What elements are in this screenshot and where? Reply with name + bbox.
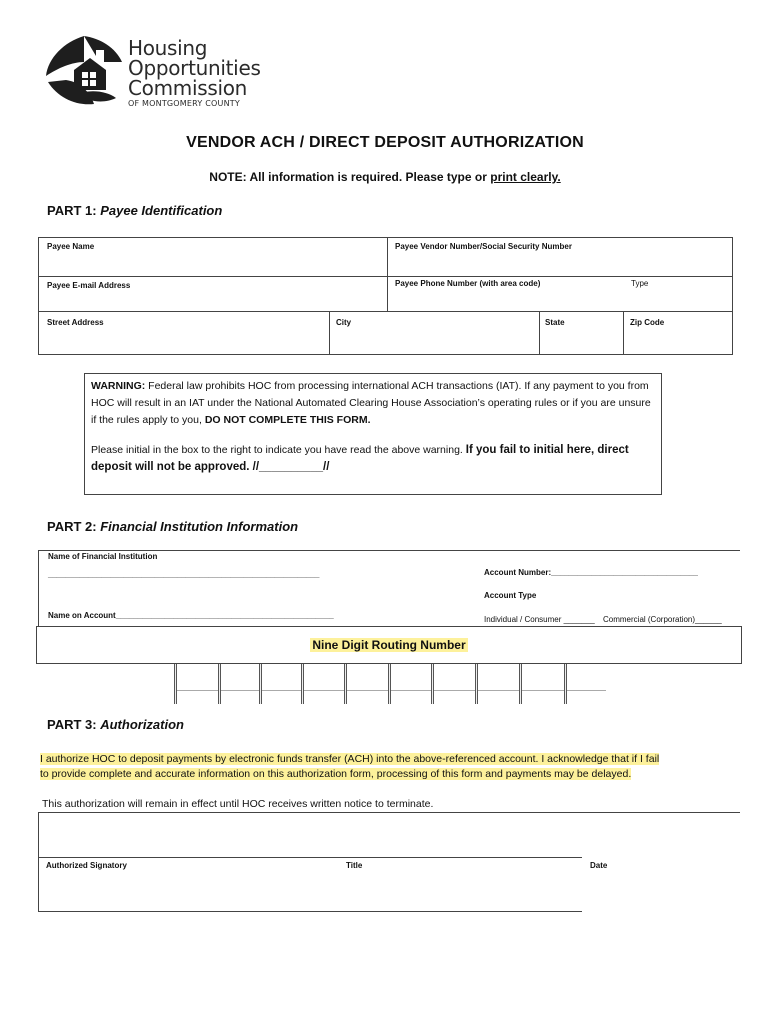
warning-text bbox=[91, 378, 655, 429]
form-note bbox=[0, 170, 770, 184]
routing-number-label: Nine Digit Routing Number bbox=[312, 638, 466, 652]
financial-institution-field[interactable]: _____________________________________________________________ bbox=[48, 570, 320, 579]
part2-label: PART 2: bbox=[47, 519, 101, 534]
account-number-field[interactable]: Account Number:_________________________________ bbox=[484, 568, 698, 577]
account-type-label: Account Type bbox=[484, 591, 537, 600]
part3-title: Authorization bbox=[100, 717, 184, 732]
authorized-signatory-field[interactable]: Authorized Signatory bbox=[46, 861, 127, 870]
part1-label: PART 1: bbox=[47, 203, 101, 218]
note-text: NOTE: All information is required. Please type or bbox=[209, 170, 491, 184]
warning-box bbox=[84, 373, 662, 495]
logo-line-2: Opportunities bbox=[128, 56, 261, 80]
leaf-house-icon bbox=[44, 32, 124, 108]
name-on-account-field[interactable]: Name on Account_________________________________________________ bbox=[48, 611, 334, 620]
logo-line-1: Housing bbox=[128, 36, 208, 60]
payee-identification-table bbox=[38, 237, 733, 355]
warning-label: WARNING: bbox=[91, 380, 146, 392]
date-field[interactable]: Date bbox=[590, 861, 608, 870]
commercial-option[interactable]: Commercial (Corporation)______ bbox=[603, 615, 722, 624]
logo-line-3: Commission bbox=[128, 76, 248, 100]
email-field[interactable]: Payee E-mail Address bbox=[47, 281, 131, 290]
signatory-title-field[interactable]: Title bbox=[346, 861, 363, 870]
part1-title: Payee Identification bbox=[100, 203, 223, 218]
warning-do-not-complete: DO NOT COMPLETE THIS FORM. bbox=[204, 414, 371, 426]
form-title: VENDOR ACH / DIRECT DEPOSIT AUTHORIZATION bbox=[186, 134, 584, 151]
individual-consumer-option[interactable]: Individual / Consumer _______ bbox=[484, 615, 595, 624]
note-underlined: print clearly. bbox=[490, 170, 561, 184]
authorization-effect-text: This authorization will remain in effect until HOC receives written notice to terminate. bbox=[42, 798, 434, 810]
vendor-number-field[interactable]: Payee Vendor Number/Social Security Number bbox=[395, 242, 572, 251]
authorization-statement bbox=[40, 752, 740, 782]
initial-text: Please initial in the box to the right to indicate you have read the above warning. bbox=[91, 444, 466, 456]
routing-number-box bbox=[36, 626, 742, 664]
hoc-logo bbox=[44, 32, 274, 112]
state-field[interactable]: State bbox=[545, 318, 565, 327]
phone-type-field[interactable]: Type bbox=[631, 279, 649, 288]
part2-title: Financial Institution Information bbox=[100, 519, 299, 534]
part3-label: PART 3: bbox=[47, 717, 101, 732]
routing-number-digits[interactable] bbox=[174, 664, 606, 706]
street-address-field[interactable]: Street Address bbox=[47, 318, 104, 327]
initial-field[interactable]: If you fail to initial here, direct deposit will not be approved. //__________// bbox=[91, 444, 629, 473]
payee-name-field[interactable]: Payee Name bbox=[47, 242, 95, 251]
authorization-line-2: to provide complete and accurate information on this authorization form, processing of this form and payments may be delayed. bbox=[40, 768, 632, 780]
warning-body: Federal law prohibits HOC from processing international ACH transactions (IAT). If any payment to you from HOC will result in an IAT under the National Automated Clearing House Association’s operating rules or if you are unsure if the rules apply to you, bbox=[91, 380, 651, 426]
phone-field[interactable]: Payee Phone Number (with area code) bbox=[395, 279, 541, 288]
initial-instruction bbox=[91, 442, 655, 476]
city-field[interactable]: City bbox=[336, 318, 352, 327]
part1-heading bbox=[47, 203, 222, 218]
zip-code-field[interactable]: Zip Code bbox=[630, 318, 665, 327]
authorization-line-1: I authorize HOC to deposit payments by electronic funds transfer (ACH) into the above-referenced account. I acknowledge that if I fail bbox=[40, 753, 660, 765]
part2-heading bbox=[47, 519, 298, 534]
logo-subtitle: OF MONTGOMERY COUNTY bbox=[128, 99, 240, 108]
financial-institution-label: Name of Financial Institution bbox=[48, 552, 158, 561]
part3-heading bbox=[47, 717, 184, 732]
